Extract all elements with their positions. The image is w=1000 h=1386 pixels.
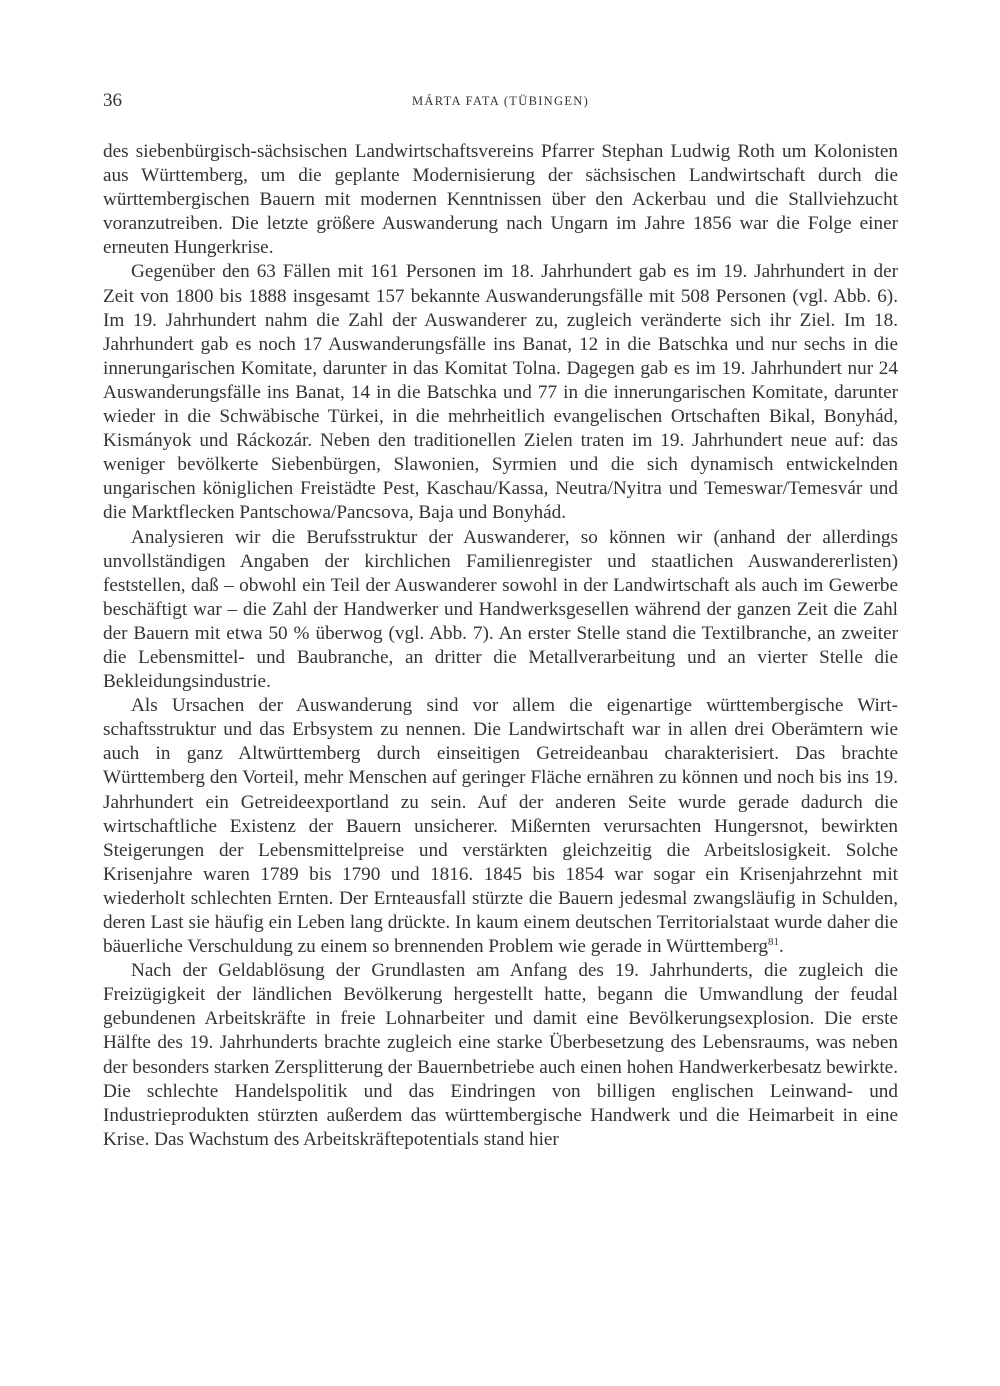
page-header <box>103 86 898 116</box>
running-head: MÁRTA FATA (TÜBINGEN) <box>411 94 590 108</box>
footnote-ref-81: 81 <box>767 936 779 949</box>
paragraph-4-tail: . <box>778 936 784 958</box>
paragraph-4-text: Als Ursachen der Auswanderung sind vor allem die eigenartige württembergische Wirtschaftsstruktur und das Erbsystem zu nennen. Die Landwirtschaft war in allen drei Oberämtern wie auch in ganz Altwürttemberg durch einseitigen Getreideanbau charakterisiert. Das brachte Württemberg den Vorteil, mehr Menschen auf geringer Fläche ernähren zu können und noch bis ins 19. Jahrhundert ein Getreideexportland zu sein. Auf der anderen Seite wurde gerade dadurch die wirtschaftliche Existenz der Bauern unsicherer. Mißernten verursachten Hungersnot, bewirkten Steigerungen der Lebensmittelpreise und verstärkten gleichzeitig die Arbeitslosigkeit. Solche Krisenjahre waren 1789 bis 1790 und 1816. 1845 bis 1854 war sogar ein Krisenjahrzehnt mit wiederholt schlechten Ernten. Der Ernteausfall stürzte die Bauern jedesmal zwangsläufig in Schulden, deren Last sie häufig ein Leben lang drückte. In kaum einem deutschen Territorialstaat wurde daher die bäuerliche Verschuldung zu einem so brennenden Problem wie gerade in Württemberg <box>103 695 898 958</box>
paragraph-5: Nach der Geldablösung der Grundlasten am Anfang des 19. Jahrhunderts, die zugleich die Freizügigkeit der ländlichen Bevölkerung hergestellt hatte, begann die Umwandlung der feudal gebundenen Arbeitskräfte in freie Lohnarbeiter und damit eine Bevölkerungsexplosion. Die erste Hälfte des 19. Jahrhunderts brachte zugleich eine starke Überbesetzung des Lebensraums, was neben der besonders starken Zersplitterung der Bauernbetriebe auch einen hohen Handwerkerbesatz bewirkte. Die schlechte Handelspolitik und das Eindringen von billigen englischen Leinwand- und Industrieprodukten stürzten außerdem das württembergische Handwerk und die Heimarbeit in eine Krise. Das Wachstum des Arbeitskräftepotentials stand hier <box>103 960 898 1150</box>
paragraph-1: des siebenbürgisch-sächsischen Landwirtschaftsvereins Pfarrer Stephan Ludwig Roth um Kolonisten aus Württemberg, um die geplante Modernisierung der sächsischen Landwirtschaft durch die württembergischen Bauern mit modernen Kenntnissen über den Ackerbau und die Stallviehzucht voranzutreiben. Die letzte größere Auswanderung nach Ungarn im Jahre 1856 war die Folge einer erneuten Hungerkrise. <box>103 141 898 259</box>
body-text <box>103 140 898 1152</box>
page-number: 36 <box>103 90 122 111</box>
paragraph-3: Analysieren wir die Berufsstruktur der Auswanderer, so können wir (anhand der allerdings unvollständigen Angaben der kirchlichen Familienregister und staatlichen Auswandererlisten) feststellen, daß – obwohl ein Teil der Auswanderer sowohl in der Landwirtschaft als auch im Gewerbe beschäftigt war – die Zahl der Handwerker und Handwerksgesellen während der ganzen Zeit die Zahl der Bauern mit etwa 50 % überwog (vgl. Abb. 7). An erster Stelle stand die Textilbranche, an zweiter die Lebensmittel- und Baubranche, an dritter die Metallverarbeitung und an vierter Stelle die Bekleidungsindustrie. <box>103 526 898 693</box>
paragraph-4 <box>103 694 898 959</box>
paragraph-2: Gegenüber den 63 Fällen mit 161 Personen im 18. Jahrhundert gab es im 19. Jahrhundert in der Zeit von 1800 bis 1888 insgesamt 157 bekannte Auswanderungsfälle mit 508 Personen (vgl. Abb. 6). Im 19. Jahrhundert nahm die Zahl der Auswanderer zu, zugleich veränderte sich ihr Ziel. Im 18. Jahrhundert gab es noch 17 Auswanderungsfälle ins Banat, 12 in die Batschka und nur sechs in die innerungarischen Komitate, darunter in das Komitat Tolna. Dagegen gab es im 19. Jahrhundert nur 24 Auswanderungsfälle ins Banat, 14 in die Batschka und 77 in die innerungarischen Komitate, darunter wieder in die Schwäbische Türkei, in die mehrheitlich evangelischen Ortschaften Bikal, Bonyhád, Kismányok und Ráckozár. Neben den traditionellen Zielen traten im 19. Jahrhundert neue auf: das weniger bevölkerte Siebenbürgen, Slawonien, Syrmien und die sich dynamisch entwickelnden ungarischen königlichen Freistädte Pest, Kaschau/Kassa, Neutra/Nyitra und Temeswar/Temesvár und die Marktflecken Pantschowa/Pancsova, Baja und Bonyhád. <box>103 261 898 524</box>
